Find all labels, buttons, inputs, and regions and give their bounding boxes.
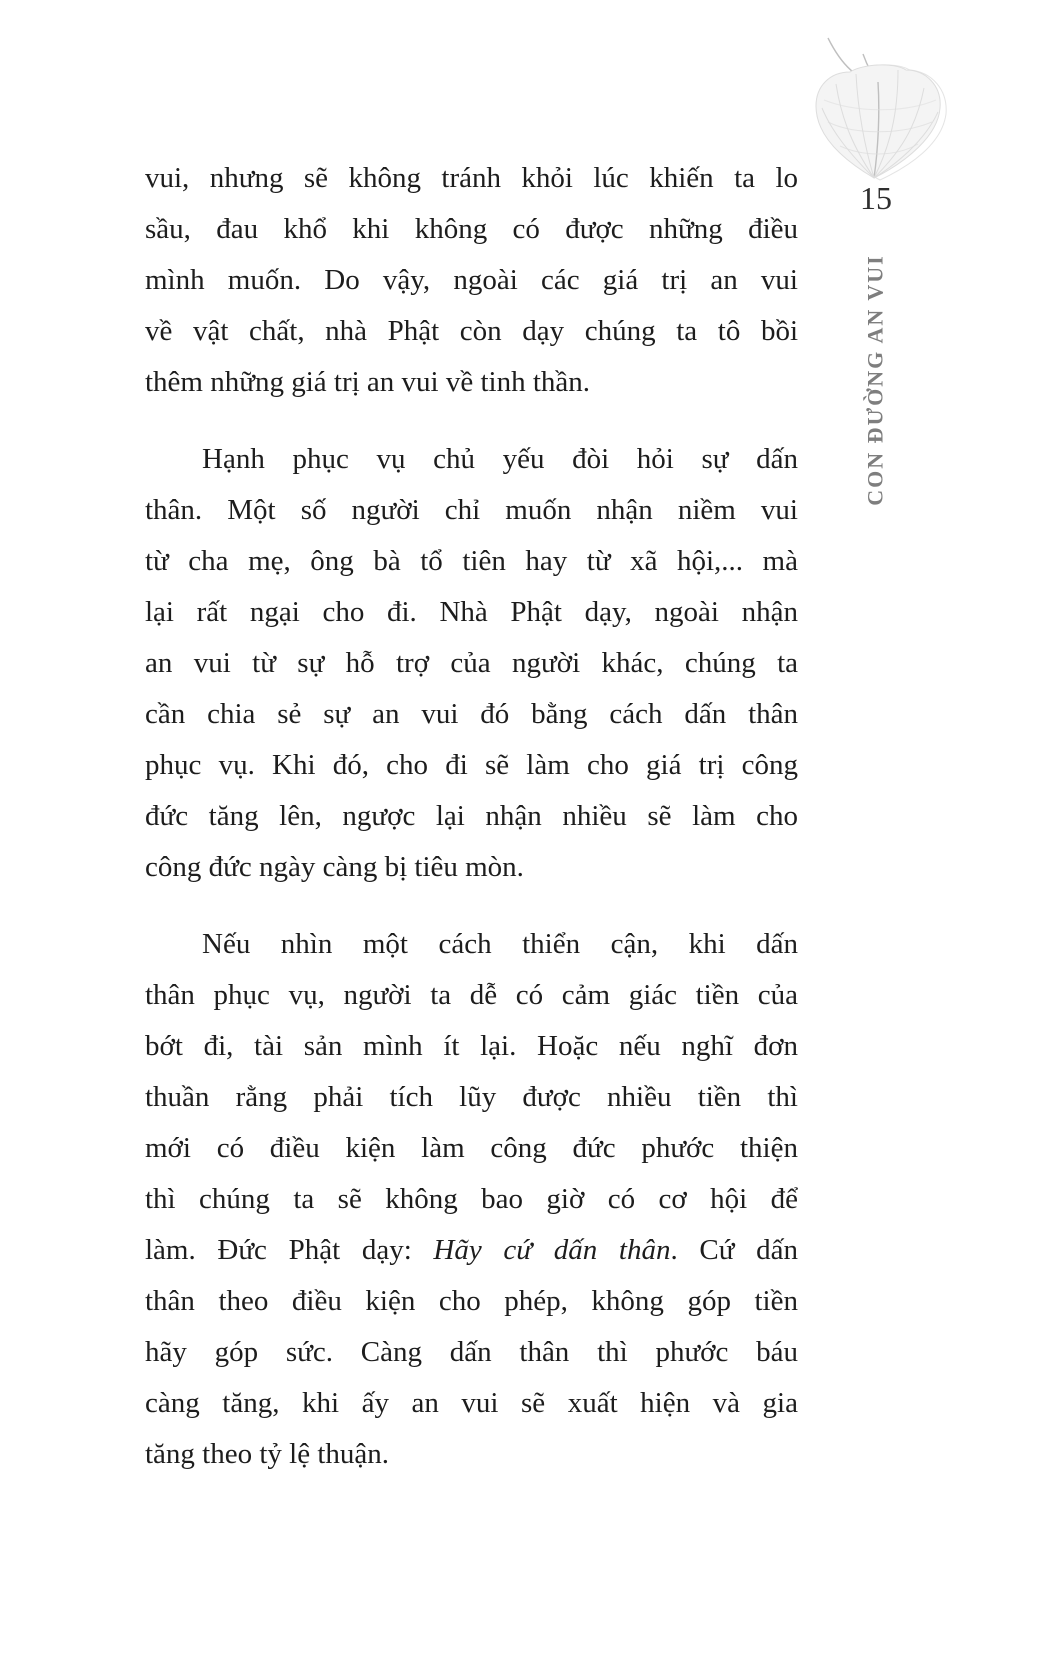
text-line: mới có điều kiện làm công đức phước thiện bbox=[145, 1132, 798, 1164]
text-line: thân. Một số người chỉ muốn nhận niềm vui bbox=[145, 494, 798, 526]
text-line: bớt đi, tài sản mình ít lại. Hoặc nếu nghĩ đơn bbox=[145, 1030, 798, 1062]
text-line: sầu, đau khổ khi không có được những điều bbox=[145, 213, 798, 245]
text-line: lại rất ngại cho đi. Nhà Phật dạy, ngoài nhận bbox=[145, 596, 798, 628]
body-paragraph bbox=[145, 919, 798, 1480]
text-line: thân phục vụ, người ta dễ có cảm giác tiền của bbox=[145, 979, 798, 1011]
text-line: từ cha mẹ, ông bà tổ tiên hay từ xã hội,... mà bbox=[145, 545, 798, 577]
bodhi-leaf-watermark-icon bbox=[806, 30, 966, 192]
page-number: 15 bbox=[860, 180, 892, 216]
text-line: thêm những giá trị an vui về tinh thần. bbox=[145, 366, 590, 398]
text-line: thuần rằng phải tích lũy được nhiều tiền thì bbox=[145, 1081, 798, 1113]
italic-phrase: Hãy cứ dấn thân bbox=[433, 1234, 671, 1266]
body-paragraph bbox=[145, 434, 798, 893]
text-line: Hạnh phục vụ chủ yếu đòi hỏi sự dấn bbox=[202, 443, 798, 475]
text-line: Nếu nhìn một cách thiển cận, khi dấn bbox=[202, 928, 798, 960]
chapter-title-vertical bbox=[843, 253, 909, 507]
text-line: làm. Đức Phật dạy: Hãy cứ dấn thân. Cứ dấn bbox=[145, 1234, 798, 1266]
text-line: vui, nhưng sẽ không tránh khỏi lúc khiến ta lo bbox=[145, 162, 798, 194]
text-line: hãy góp sức. Càng dấn thân thì phước báu bbox=[145, 1336, 798, 1368]
text-line: thân theo điều kiện cho phép, không góp tiền bbox=[145, 1285, 798, 1317]
text-line: càng tăng, khi ấy an vui sẽ xuất hiện và gia bbox=[145, 1387, 798, 1419]
text-line: công đức ngày càng bị tiêu mòn. bbox=[145, 851, 524, 883]
text-line: về vật chất, nhà Phật còn dạy chúng ta tô bồi bbox=[145, 315, 798, 347]
body-text bbox=[145, 153, 798, 1480]
text-line: đức tăng lên, ngược lại nhận nhiều sẽ làm cho bbox=[145, 800, 798, 832]
text-line: an vui từ sự hỗ trợ của người khác, chúng ta bbox=[145, 647, 798, 679]
body-paragraph bbox=[145, 153, 798, 408]
chapter-title-text: CON ĐƯỜNG AN VUI bbox=[863, 254, 888, 506]
text-line: mình muốn. Do vậy, ngoài các giá trị an vui bbox=[145, 264, 798, 296]
text-line: tăng theo tỷ lệ thuận. bbox=[145, 1438, 390, 1470]
text-line: phục vụ. Khi đó, cho đi sẽ làm cho giá trị công bbox=[145, 749, 798, 781]
text-line: thì chúng ta sẽ không bao giờ có cơ hội để bbox=[145, 1183, 798, 1215]
text-line: cần chia sẻ sự an vui đó bằng cách dấn thân bbox=[145, 698, 798, 730]
